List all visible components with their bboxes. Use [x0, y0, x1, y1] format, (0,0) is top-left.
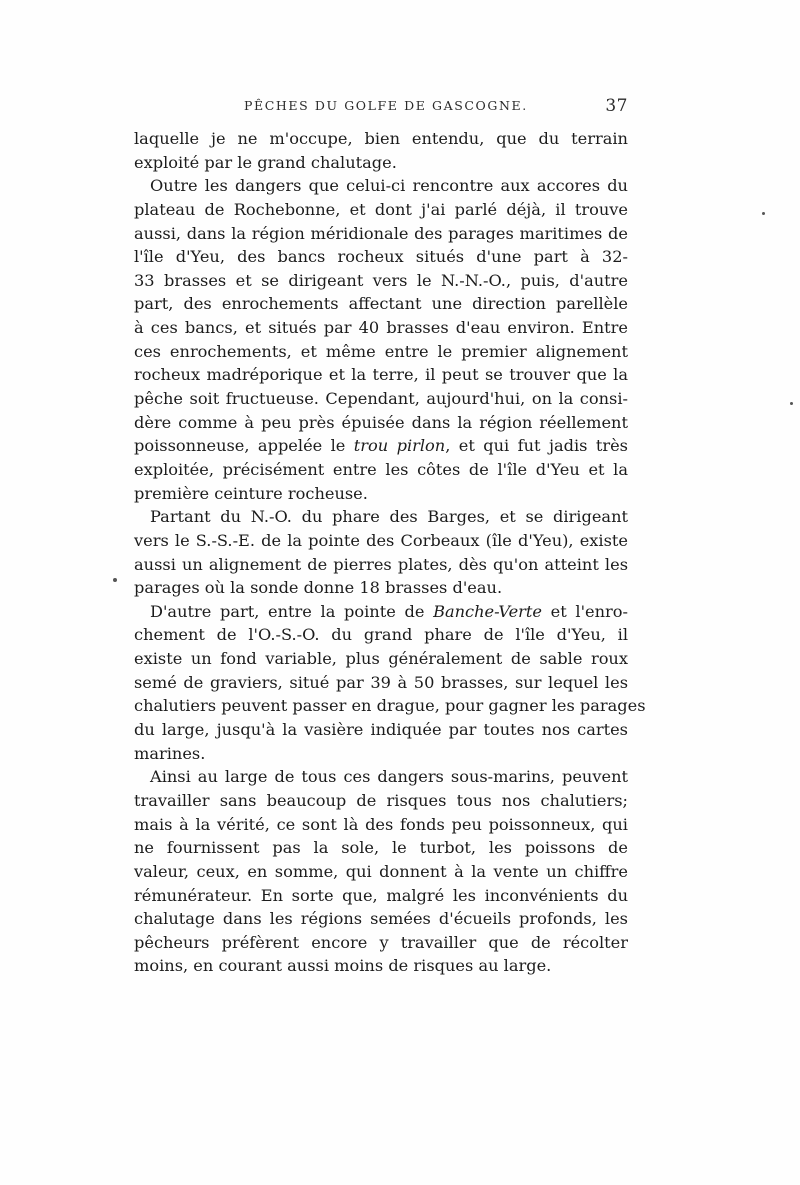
text-line — [134, 671, 628, 695]
text-line — [134, 860, 628, 884]
text-line — [134, 292, 628, 316]
text-line — [134, 600, 628, 624]
text-run: moins, en courant aussi moins de risques au large. — [134, 956, 552, 976]
text-run: chalutiers peuvent passer en drague, pour gagner les parages — [134, 696, 646, 716]
text-run: semé de graviers, situé par 39 à 50 brasses, sur lequel les — [134, 672, 628, 692]
running-title: PÊCHES DU GOLFE DE GASCOGNE. — [244, 98, 528, 113]
text-run: ces enrochements, et même entre le premier alignement — [134, 341, 628, 361]
text-run: vers le S.-S.-E. de la pointe des Corbeaux (île d'Yeu), existe — [134, 530, 628, 550]
text-line — [134, 765, 628, 789]
text-line — [134, 198, 628, 222]
text-run: première ceinture rocheuse. — [134, 483, 368, 503]
text-run: pêcheurs préfèrent encore y travailler que de récolter — [134, 932, 628, 952]
body-text — [134, 127, 646, 978]
text-line — [134, 458, 628, 482]
text-run: exploité par le grand chalutage. — [134, 152, 397, 172]
text-run: du large, jusqu'à la vasière indiquée par toutes nos cartes — [134, 720, 628, 740]
text-run: l'île d'Yeu, des bancs rocheux situés d'une part à 32- — [134, 247, 628, 267]
text-run: 33 brasses et se dirigeant vers le N.-N.-O., puis, d'autre — [134, 270, 628, 290]
text-run: dère comme à peu près épuisée dans la région réellement — [134, 412, 628, 432]
text-run: mais à la vérité, ce sont là des fonds peu poissonneux, qui — [134, 814, 628, 834]
italic-term: Banche-Verte — [433, 601, 543, 621]
text-line — [134, 718, 628, 742]
text-run: Outre les dangers que celui-ci rencontre aux accores du — [150, 176, 628, 196]
text-line — [134, 363, 628, 387]
text-run: rémunérateur. En sorte que, malgré les inconvénients du — [134, 885, 628, 905]
paragraph — [134, 600, 646, 765]
text-line — [134, 694, 646, 718]
text-run: rocheux madréporique et la terre, il peut se trouver que la — [134, 365, 628, 385]
text-run: marines. — [134, 743, 206, 763]
text-run: Partant du N.-O. du phare des Barges, et se dirigeant — [150, 507, 628, 527]
text-line — [134, 931, 628, 955]
page-number: 37 — [605, 96, 628, 116]
text-line — [134, 529, 628, 553]
text-run: parages où la sonde donne 18 brasses d'eau. — [134, 578, 503, 598]
text-line — [134, 245, 628, 269]
text-line — [134, 553, 628, 577]
paragraph — [134, 127, 628, 174]
italic-term: trou pirlon — [353, 436, 446, 456]
text-run: poissonneuse, appelée le — [134, 436, 354, 456]
text-run: laquelle je ne m'occupe, bien entendu, que du terrain — [134, 129, 628, 148]
text-run: chement de l'O.-S.-O. du grand phare de l'île d'Yeu, il — [134, 625, 628, 645]
text-line — [134, 836, 628, 860]
text-run: valeur, ceux, en somme, qui donnent à la vente un chiffre — [134, 861, 628, 881]
text-line — [134, 907, 628, 931]
text-line — [134, 789, 628, 813]
text-run: plateau de Rochebonne, et dont j'ai parlé déjà, il trouve — [134, 199, 628, 219]
text-run: chalutage dans les régions semées d'écueils profonds, les — [134, 909, 628, 929]
text-line — [134, 127, 628, 151]
text-run: et l'enro- — [542, 601, 628, 621]
text-run: , et qui fut jadis très — [445, 436, 628, 456]
text-line — [134, 316, 628, 340]
text-line — [134, 151, 628, 175]
text-run: ne fournissent pas la sole, le turbot, les poissons de — [134, 838, 628, 858]
text-line — [134, 813, 628, 837]
ink-speck — [762, 212, 765, 215]
text-run: aussi, dans la région méridionale des parages maritimes de — [134, 223, 628, 243]
text-line — [134, 269, 628, 293]
text-line — [134, 742, 628, 766]
text-run: pêche soit fructueuse. Cependant, aujourd'hui, on la consi- — [134, 389, 628, 409]
text-line — [134, 222, 628, 246]
text-line — [134, 505, 628, 529]
text-run: part, des enrochements affectant une direction parellèle — [134, 294, 628, 314]
text-line — [134, 387, 628, 411]
text-line — [134, 340, 628, 364]
paragraph — [134, 505, 628, 600]
text-run: travailler sans beaucoup de risques tous nos chalutiers; — [134, 790, 628, 810]
ink-speck — [790, 402, 793, 405]
text-line — [134, 647, 628, 671]
text-line — [134, 174, 628, 198]
text-run: Ainsi au large de tous ces dangers sous-marins, peuvent — [150, 767, 628, 787]
running-head — [134, 98, 626, 122]
paragraph — [134, 765, 628, 978]
paragraph — [134, 174, 628, 505]
text-line — [134, 411, 628, 435]
text-line — [134, 482, 628, 506]
text-line — [134, 954, 628, 978]
text-run: D'autre part, entre la pointe de — [150, 601, 434, 621]
text-line — [134, 434, 628, 458]
text-line — [134, 623, 628, 647]
ink-speck — [113, 578, 117, 582]
text-run: exploitée, précisément entre les côtes de l'île d'Yeu et la — [134, 459, 628, 479]
text-line — [134, 576, 628, 600]
text-line — [134, 884, 628, 908]
text-run: à ces bancs, et situés par 40 brasses d'eau environ. Entre — [134, 318, 628, 338]
text-run: existe un fond variable, plus généralement de sable roux — [134, 649, 628, 669]
text-run: aussi un alignement de pierres plates, dès qu'on atteint les — [134, 554, 628, 574]
